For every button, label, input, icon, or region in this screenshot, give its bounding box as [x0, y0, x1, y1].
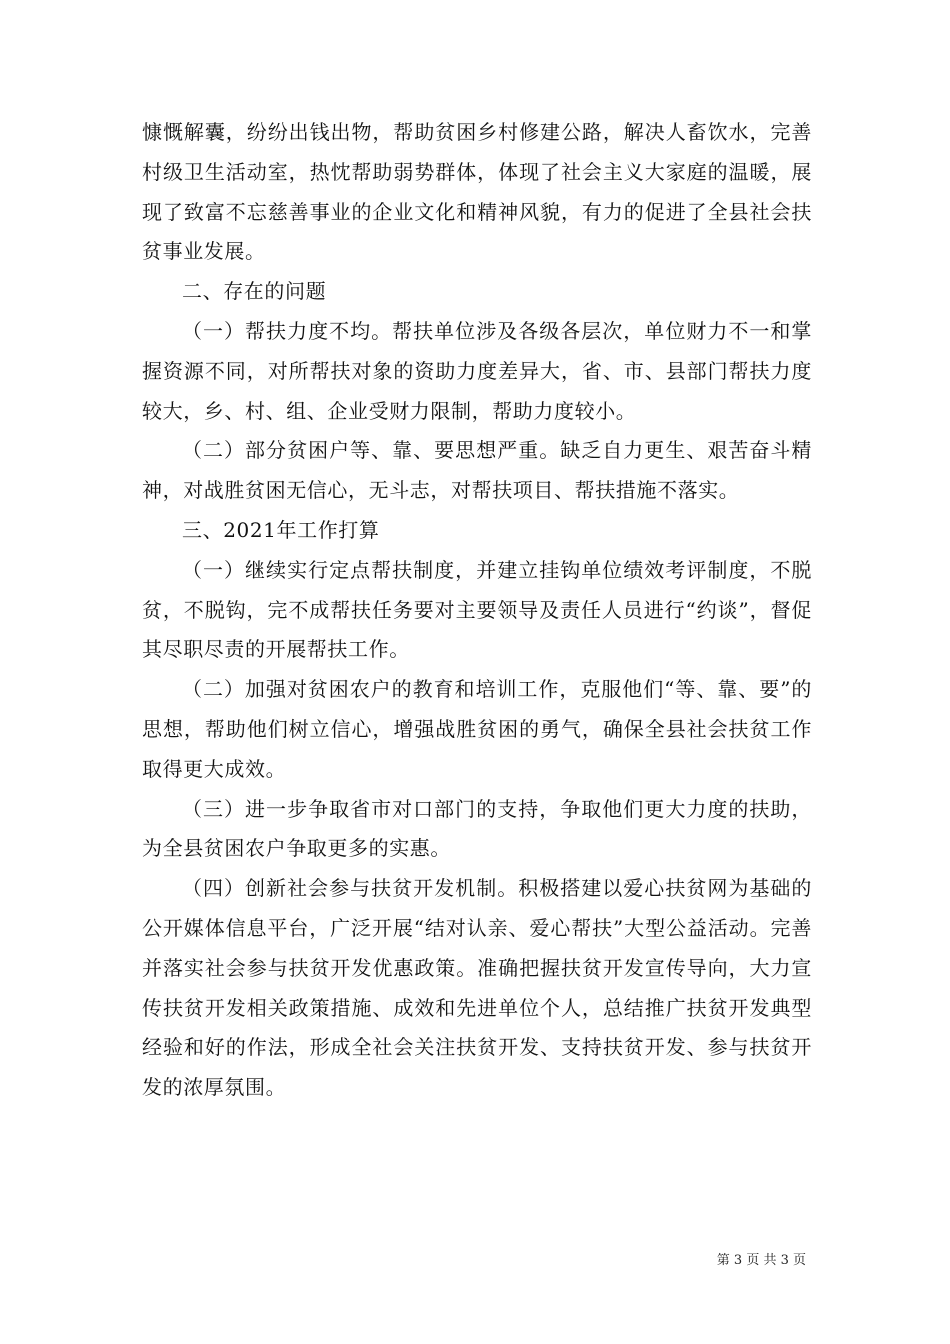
section-heading-problems: 二、存在的问题	[182, 279, 327, 304]
paragraph-continuation: 慷慨解囊，纷纷出钱出物，帮助贫困乡村修建公路，解决人畜饮水，完善村级卫生活动室，热忱帮助弱势群体，体现了社会主义大家庭的温暖，展现了致富不忘慈善事业的企业文化和精神风貌，有力的促进了全县社会扶贫事业发展。	[142, 120, 812, 264]
paragraph-problem-2: （二）部分贫困户等、靠、要思想严重。缺乏自力更生、艰苦奋斗精神，对战胜贫困无信心，无斗志，对帮扶项目、帮扶措施不落实。	[142, 438, 812, 503]
paragraph-plan-4: （四）创新社会参与扶贫开发机制。积极搭建以爱心扶贫网为基础的公开媒体信息平台，广泛开展“结对认亲、爱心帮扶”大型公益活动。完善并落实社会参与扶贫开发优惠政策。准确把握扶贫开发宣传导向，大力宣传扶贫开发相关政策措施、成效和先进单位个人，总结推广扶贫开发典型经验和好的作法，形成全社会关注扶贫开发、支持扶贫开发、参与扶贫开发的浓厚氛围。	[142, 876, 812, 1100]
paragraph-plan-3: （三）进一步争取省市对口部门的支持，争取他们更大力度的扶助，为全县贫困农户争取更多的实惠。	[142, 796, 812, 861]
paragraph-problem-1: （一）帮扶力度不均。帮扶单位涉及各级各层次，单位财力不一和掌握资源不同，对所帮扶对象的资助力度差异大，省、市、县部门帮扶力度较大，乡、村、组、企业受财力限制，帮助力度较小。	[142, 318, 812, 423]
paragraph-plan-2: （二）加强对贫困农户的教育和培训工作，克服他们“等、靠、要”的思想，帮助他们树立信心，增强战胜贫困的勇气，确保全县社会扶贫工作取得更大成效。	[142, 677, 812, 781]
document-body	[142, 113, 812, 1108]
page-number-footer: 第 3 页 共 3 页	[716, 1253, 806, 1268]
paragraph-plan-1: （一）继续实行定点帮扶制度，并建立挂钩单位绩效考评制度，不脱贫，不脱钩，完不成帮扶任务要对主要领导及责任人员进行“约谈”，督促其尽职尽责的开展帮扶工作。	[142, 557, 812, 662]
section-heading-plan: 三、2021年工作打算	[182, 517, 380, 542]
